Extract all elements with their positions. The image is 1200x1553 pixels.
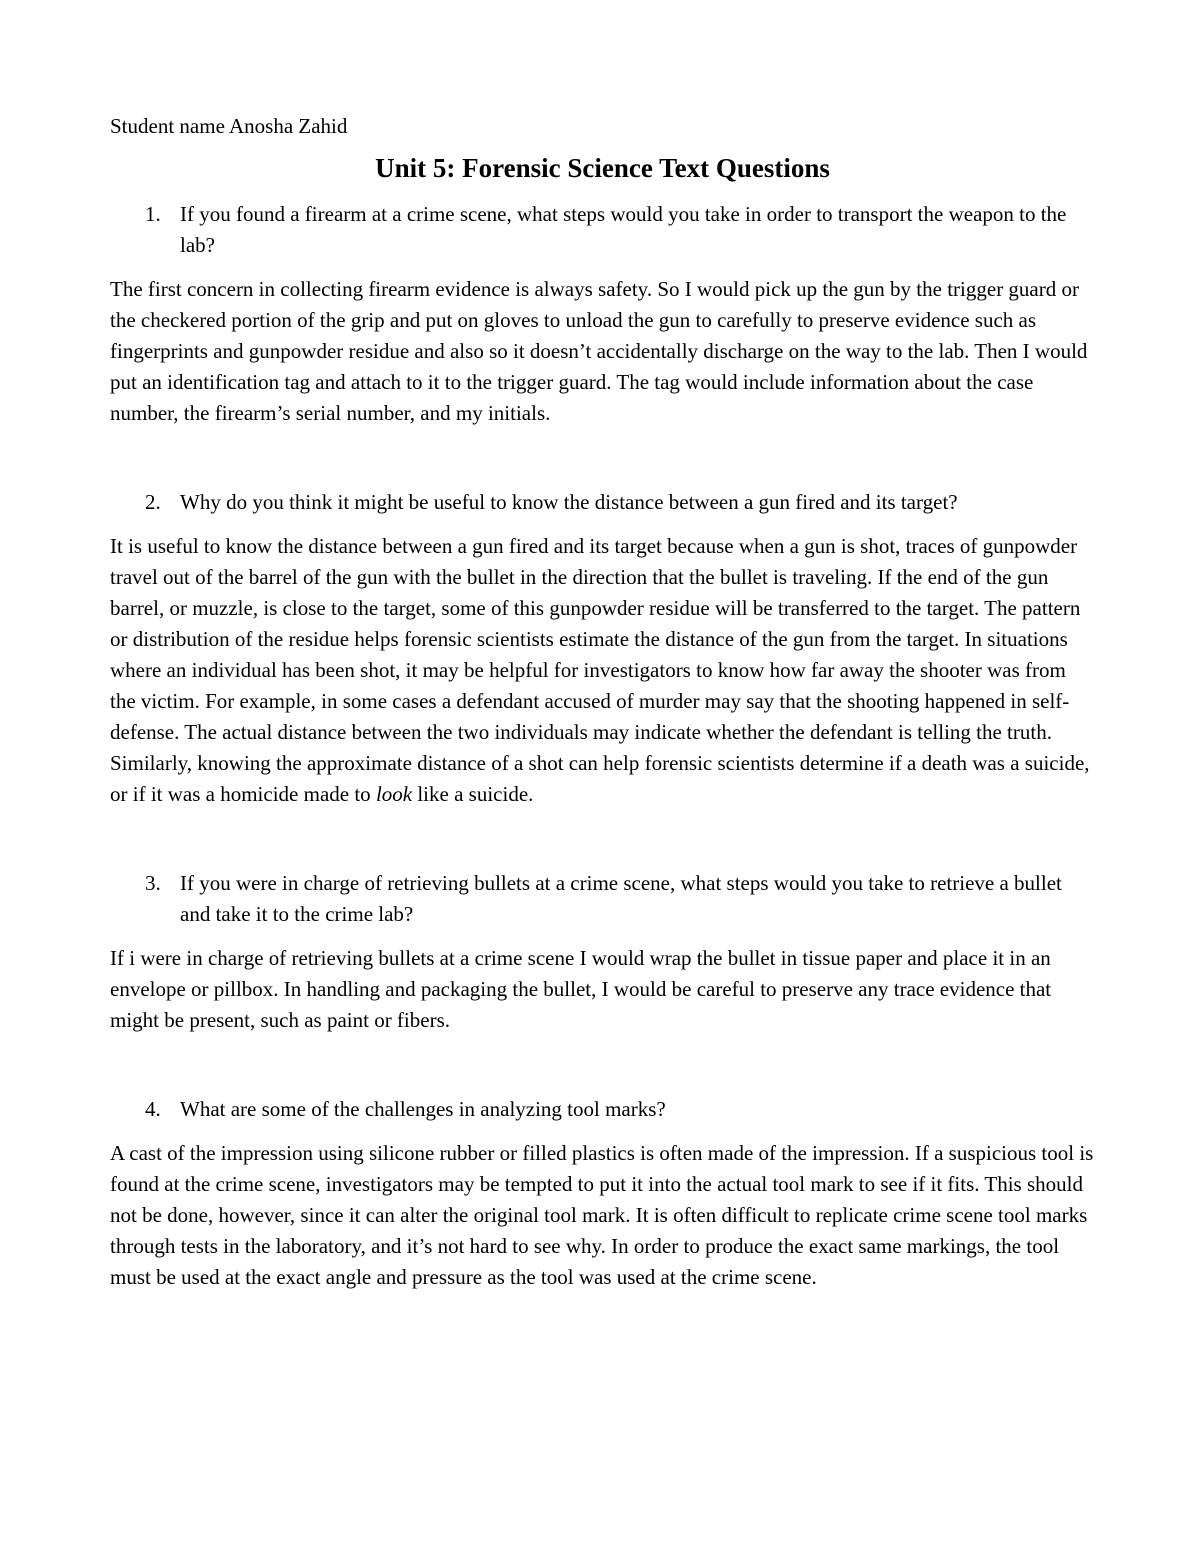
answer-4: A cast of the impression using silicone rubber or filled plastics is often made of the impression. If a suspicious tool is found at the crime scene, investigators may be tempted to put it into the actual tool mark to see if it fits. This should not be done, however, since it can alter the original tool mark. It is often difficult to replicate crime scene tool marks through tests in the laboratory, and it’s not hard to see why. In order to produce the exact same markings, the tool must be used at the exact angle and pressure as the tool was used at the crime scene.: [110, 1141, 1094, 1289]
question-number: 4.: [145, 1097, 161, 1121]
question-1: [110, 199, 1095, 261]
question-number: 2.: [145, 490, 161, 514]
question-3: [110, 868, 1095, 930]
question-4: [110, 1094, 1095, 1125]
answer-3: If i were in charge of retrieving bullets at a crime scene I would wrap the bullet in tissue paper and place it in an envelope or pillbox. In handling and packaging the bullet, I would be careful to preserve any trace evidence that might be present, such as paint or fibers.: [110, 946, 1052, 1032]
question-text: If you were in charge of retrieving bullets at a crime scene, what steps would you take to retrieve a bullet and take it to the crime lab?: [180, 871, 1062, 926]
student-name-line: Student name Anosha Zahid: [110, 114, 348, 138]
question-2: [110, 487, 1095, 518]
answer-2: [110, 531, 1095, 810]
answer-text: It is useful to know the distance between a gun fired and its target because when a gun is shot, traces of gunpowder travel out of the barrel of the gun with the bullet in the direction that the bullet is traveling. If the end of the gun barrel, or muzzle, is close to the target, some of this gunpowder residue will be transferred to the target. The pattern or distribution of the residue helps forensic scientists estimate the distance of the gun from the target. In situations where an individual has been shot, it may be helpful for investigators to know how far away the shooter was from the victim. For example, in some cases a defendant accused of murder may say that the shooting happened in self-defense. The actual distance between the two individuals may indicate whether the defendant is telling the truth. Similarly, knowing the approximate distance of a shot can help forensic scientists determine if a death was a suicide, or if it was a homicide made to: [110, 534, 1090, 806]
spacer: [110, 1036, 1095, 1094]
question-number: 3.: [145, 871, 161, 895]
spacer: [110, 429, 1095, 487]
question-text: If you found a firearm at a crime scene, what steps would you take in order to transport the weapon to the lab?: [180, 202, 1067, 257]
answer-text-end: like a suicide.: [412, 782, 534, 806]
answer-1: The first concern in collecting firearm evidence is always safety. So I would pick up the gun by the trigger guard or the checkered portion of the grip and put on gloves to unload the gun to carefully to preserve evidence such as fingerprints and gunpowder residue and also so it doesn’t accidentally discharge on the way to the lab. Then I would put an identification tag and attach to it to the trigger guard. The tag would include information about the case number, the firearm’s serial number, and my initials.: [110, 277, 1088, 425]
page-title: Unit 5: Forensic Science Text Questions: [375, 153, 830, 183]
question-text: What are some of the challenges in analyzing tool marks?: [180, 1097, 666, 1121]
spacer: [110, 810, 1095, 868]
question-number: 1.: [145, 202, 161, 226]
answer-emphasis: look: [375, 782, 413, 806]
document-page: [110, 112, 1095, 1293]
question-text: Why do you think it might be useful to know the distance between a gun fired and its target?: [180, 490, 958, 514]
